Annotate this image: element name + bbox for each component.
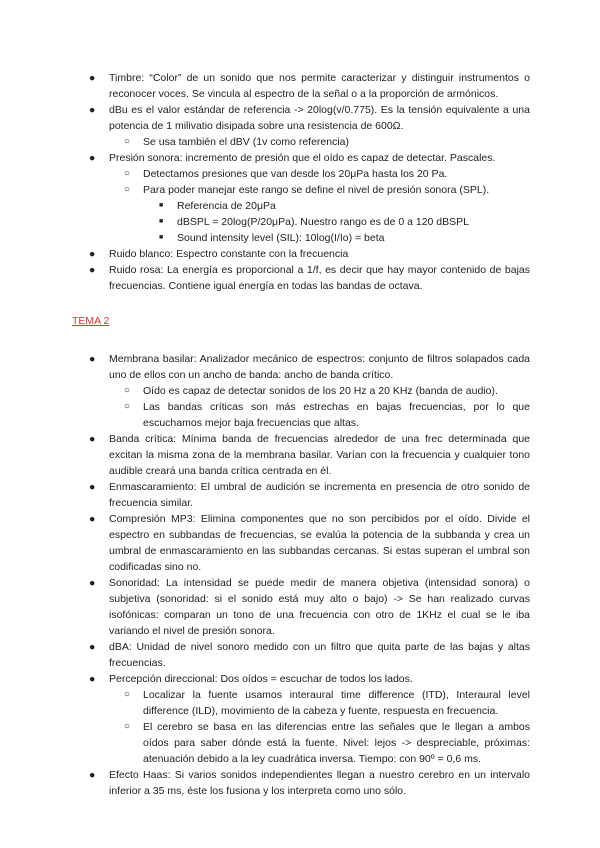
list-item-text: Efecto Haas: Si varios sonidos independientes llegan a nuestro cerebro en un intervalo inferior a 35 ms, éste los fusiona y los interpreta como uno sólo. <box>109 769 530 797</box>
list-item <box>143 230 530 246</box>
document-content <box>72 70 530 799</box>
bullet-icon: ● <box>89 481 96 493</box>
bullet-icon: ● <box>89 769 96 781</box>
list-item <box>109 719 530 767</box>
list-item <box>72 351 530 431</box>
bullet-icon: ● <box>89 353 96 365</box>
list-item <box>109 166 530 182</box>
list-item-text: Membrana basilar: Analizador mecánico de espectros: conjunto de filtros solapados cada uno de ellos con un ancho de banda: ancho de banda crítico. <box>109 353 530 381</box>
list-item <box>72 70 530 102</box>
bullet-icon: ● <box>89 248 96 260</box>
sub-list <box>143 198 530 246</box>
bullet-icon: ● <box>89 577 96 589</box>
list-item <box>72 511 530 575</box>
bullet-list-section-2 <box>72 351 530 799</box>
list-item <box>72 102 530 150</box>
list-item <box>72 639 530 671</box>
list-item-text: dBu es el valor estándar de referencia -> 20log(v/0.775). Es la tensión equivalente a una potencia de 1 milivatio disipada sobre una resistencia de 600Ω. <box>109 104 530 132</box>
sub-list <box>109 166 530 246</box>
bullet-icon: ● <box>89 264 96 276</box>
bullet-icon: ● <box>89 104 96 116</box>
sub-list <box>109 383 530 431</box>
list-item <box>72 575 530 639</box>
list-item-text: Detectamos presiones que van desde los 20μPa hasta los 20 Pa. <box>143 168 448 180</box>
list-item <box>143 214 530 230</box>
bullet-icon: ○ <box>124 136 131 147</box>
sub-list <box>109 134 530 150</box>
list-item <box>109 134 530 150</box>
list-item-text: dBA: Unidad de nivel sonoro medido con un filtro que quita parte de las bajas y altas frecuencias. <box>109 641 530 669</box>
list-item <box>143 198 530 214</box>
list-item <box>72 767 530 799</box>
list-item-text: dBSPL = 20log(P/20μPa). Nuestro rango es de 0 a 120 dBSPL <box>177 216 469 228</box>
list-item-text: Ruido blanco: Espectro constante con la frecuencia <box>109 248 349 260</box>
bullet-icon: ○ <box>124 721 131 732</box>
bullet-icon: ● <box>89 433 96 445</box>
list-item <box>72 671 530 767</box>
list-item-text: Para poder manejar este rango se define el nivel de presión sonora (SPL). <box>143 184 490 196</box>
section-heading: TEMA 2 <box>72 315 110 327</box>
list-item-text: Referencia de 20μPa <box>177 200 276 212</box>
bullet-icon: ● <box>89 72 96 84</box>
list-item-text: Banda crítica: Mínima banda de frecuencias alrededor de una frec determinada que excitan la misma zona de la membrana basilar. Varían con la frecuencia y cualquier tono audible creará una banda crítica centrada en él. <box>109 433 530 477</box>
list-item-text: Ruido rosa: La energía es proporcional a 1/f, es decir que hay mayor contenido de bajas frecuencias. Contiene igual energía en todas las bandas de octava. <box>109 264 530 292</box>
bullet-icon: ● <box>89 152 96 164</box>
bullet-icon: ● <box>89 513 96 525</box>
bullet-icon: ■ <box>159 218 164 225</box>
sub-list <box>109 687 530 767</box>
list-item-text: Sound intensity level (SIL): 10log(I/Io) = beta <box>177 232 385 244</box>
list-item-text: Localizar la fuente usamos interaural time difference (ITD), Interaural level difference (ILD), movimiento de la cabeza y fuente, respuesta en frecuencia. <box>143 689 530 717</box>
list-item <box>109 399 530 431</box>
list-item-text: Se usa también el dBV (1v como referencia) <box>143 136 350 148</box>
bullet-icon: ● <box>89 673 96 685</box>
bullet-icon: ○ <box>124 385 131 396</box>
bullet-icon: ○ <box>124 184 131 195</box>
list-item-text: Presión sonora: incremento de presión que el oído es capaz de detectar. Pascales. <box>109 152 496 164</box>
bullet-icon: ■ <box>159 202 164 209</box>
bullet-icon: ○ <box>124 401 131 412</box>
list-item <box>109 687 530 719</box>
list-item-text: Percepción direccional: Dos oídos = escuchar de todos los lados. <box>109 673 413 685</box>
bullet-icon: ■ <box>159 234 164 241</box>
list-item <box>109 383 530 399</box>
list-item-text: El cerebro se basa en las diferencias entre las señales que le llegan a ambos oídos para saber dónde está la fuente. Nivel: lejos -> despreciable, próximas: atenuación debido a la ley cuadrática inversa. Tiempo: con 90º = 0,6 ms. <box>143 721 530 765</box>
list-item <box>109 182 530 246</box>
bullet-icon: ○ <box>124 168 131 179</box>
list-item <box>72 431 530 479</box>
list-item-text: Sonoridad: La intensidad se puede medir de manera objetiva (intensidad sonora) o subjetiva (sonoridad: si el sonido está muy alto o bajo) -> Se han realizado curvas isofónicas: comparan un tono de una frecuencia con otro de 1KHz el cual se le iba variando el nivel de presión sonora. <box>109 577 530 637</box>
bullet-icon: ○ <box>124 689 131 700</box>
list-item-text: Enmascaramiento: El umbral de audición se incrementa en presencia de otro sonido de frecuencia similar. <box>109 481 530 509</box>
list-item <box>72 150 530 246</box>
list-item <box>72 262 530 294</box>
bullet-list-section-1 <box>72 70 530 294</box>
list-item-text: Oído es capaz de detectar sonidos de los 20 Hz a 20 KHz (banda de audio). <box>143 385 498 397</box>
list-item-text: Compresión MP3: Elimina componentes que no son percibidos por el oído. Divide el espectro en subbandas de frecuencias, se evalúa la potencia de la subbanda y crea un umbral de enmascaramiento en las subbandas cercanas. Si estas superan el umbral son codificadas sino no. <box>109 513 530 573</box>
list-item <box>72 246 530 262</box>
bullet-icon: ● <box>89 641 96 653</box>
list-item <box>72 479 530 511</box>
list-item-text: Las bandas críticas son más estrechas en bajas frecuencias, por lo que escuchamos mejor baja frecuencias que altas. <box>143 401 530 429</box>
list-item-text: Timbre: “Color” de un sonido que nos permite caracterizar y distinguir instrumentos o reconocer voces. Se vincula al espectro de la señal o a la proporción de armónicos. <box>109 72 530 100</box>
